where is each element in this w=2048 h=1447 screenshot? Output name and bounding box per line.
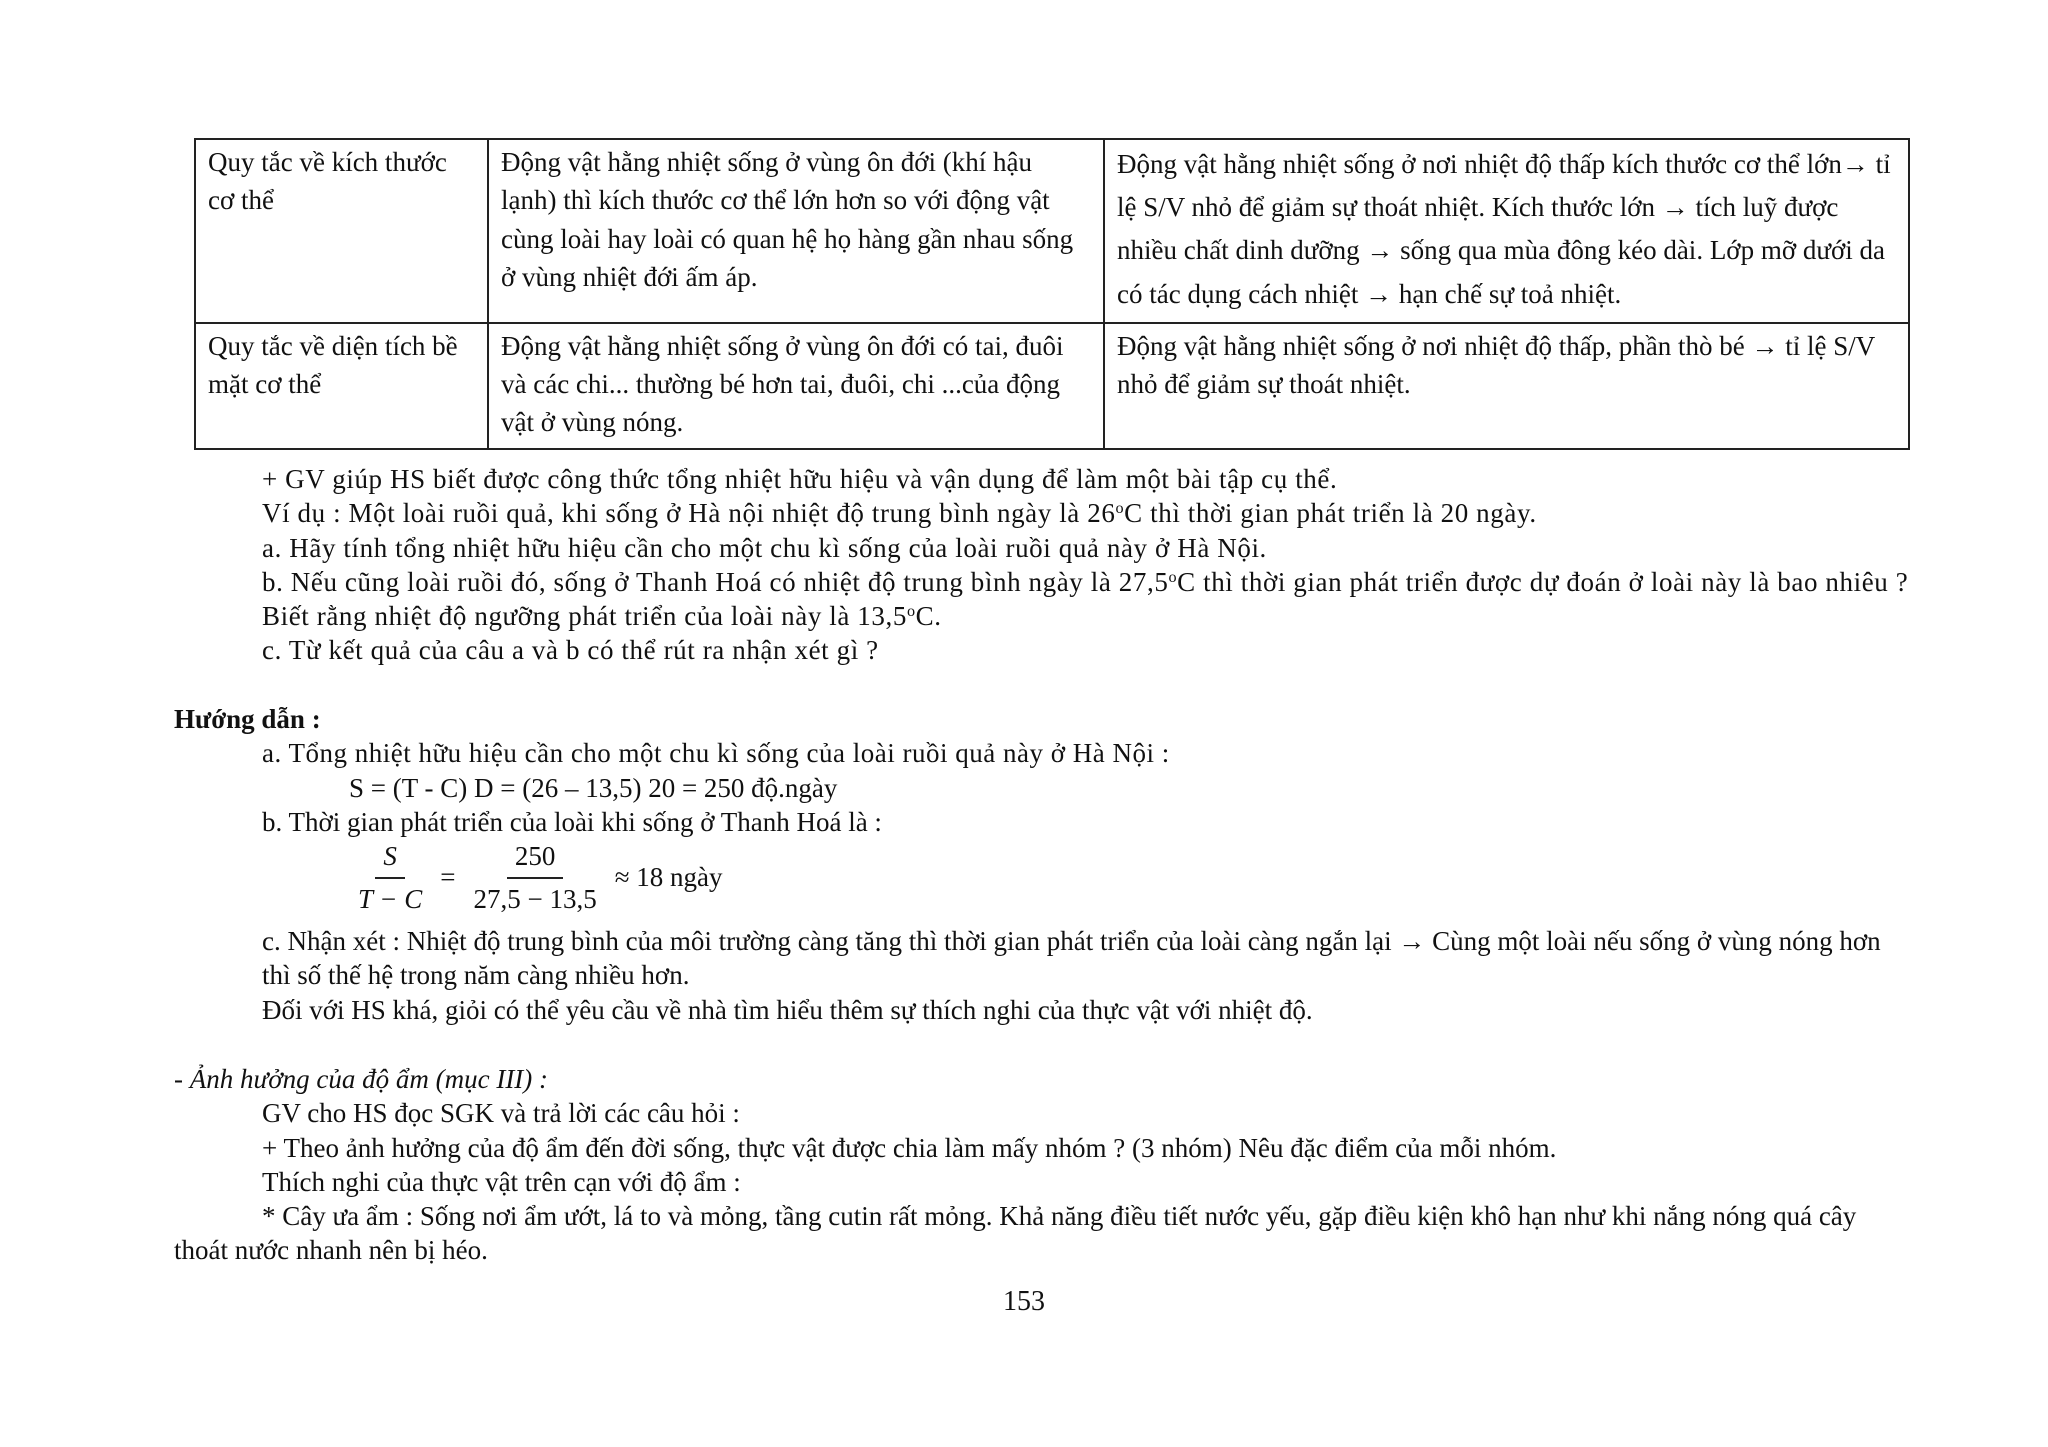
exercise-section (174, 462, 1914, 668)
humidity-section (174, 1062, 1914, 1268)
degree-sup: o (1168, 567, 1178, 586)
fraction-denominator: 27,5 − 13,5 (473, 883, 597, 914)
guide-heading: Hướng dẫn : (174, 704, 321, 734)
guide-answer-a: a. Tổng nhiệt hữu hiệu cần cho một chu kì sống của loài ruồi quả này ở Hà Nội : (262, 738, 1170, 769)
table-row (195, 139, 1909, 323)
table-cell-explanation: Động vật hằng nhiệt sống ở nơi nhiệt độ thấp kích thước cơ thể lớn→ tỉ lệ S/V nhỏ để giảm sự thoát nhiệt. Kích thước lớn → tích luỹ được nhiều chất dinh dưỡng → sống qua mùa đông kéo dài. Lớp mỡ dưới da có tác dụng cách nhiệt → hạn chế sự toả nhiệt. (1104, 139, 1909, 323)
table-cell-rule: Quy tắc về diện tích bề mặt cơ thể (195, 323, 488, 449)
humidity-line: * Cây ưa ẩm : Sống nơi ẩm ướt, lá to và mỏng, tầng cutin rất mỏng. Khả năng điều tiết nước yếu, gặp điều kiện khô hạn như khi nắng nóng quá cây thoát nước nhanh nên bị héo. (174, 1201, 1857, 1266)
fraction-s-over-t-c (350, 839, 430, 916)
guide-section (174, 702, 1914, 839)
guide-answer-c: c. Nhận xét : Nhiệt độ trung bình của môi trường càng tăng thì thời gian phát triển của loài càng ngắn lại → Cùng một loài nếu sống ở vùng nóng hơn thì số thế hệ trong năm càng nhiều hơn. (262, 926, 1881, 991)
question-b-text-end: C. (915, 601, 942, 632)
humidity-line: + Theo ảnh hưởng của độ ẩm đến đời sống, thực vật được chia làm mấy nhóm ? (3 nhóm) Nêu đặc điểm của mỗi nhóm. (262, 1132, 1557, 1163)
humidity-heading: - Ảnh hưởng của độ ẩm (mục III) : (174, 1064, 549, 1094)
degree-sup: o (906, 602, 916, 621)
fraction-numerator: S (375, 839, 405, 878)
guide-formula-a: S = (T - C) D = (26 – 13,5) 20 = 250 độ.ngày (349, 772, 838, 803)
guide-conclusion (174, 924, 1914, 1027)
formula-fraction (350, 838, 723, 918)
guide-answer-b: b. Thời gian phát triển của loài khi sống ở Thanh Hoá là : (262, 806, 882, 837)
humidity-line: Thích nghi của thực vật trên cạn với độ ẩm : (262, 1166, 741, 1197)
question-c: c. Từ kết quả của câu a và b có thể rút ra nhận xét gì ? (262, 635, 879, 666)
equals-sign: = (440, 862, 456, 893)
table-cell-explanation: Động vật hằng nhiệt sống ở nơi nhiệt độ thấp, phần thò bé → tỉ lệ S/V nhỏ để giảm sự thoát nhiệt. (1104, 323, 1909, 449)
exercise-example (174, 496, 1914, 530)
question-b-text-mid: C thì thời gian phát triển được dự đoán ở loài này là bao nhiêu ? Biết rằng nhiệt độ ngưỡng phát triển của loài này là 13,5 (262, 566, 1909, 632)
table-cell-rule: Quy tắc về kích thước cơ thể (195, 139, 488, 323)
result-text: ≈ 18 ngày (614, 862, 723, 893)
degree-sup: o (1115, 499, 1125, 518)
question-a: a. Hãy tính tổng nhiệt hữu hiệu cần cho một chu kì sống của loài ruồi quả này ở Hà Nội. (262, 532, 1267, 563)
page-number: 153 (1003, 1286, 1045, 1317)
example-text-end: C thì thời gian phát triển là 20 ngày. (1124, 498, 1537, 529)
fraction-numerator: 250 (507, 839, 564, 878)
fraction-values (466, 839, 605, 916)
fraction-denominator: T − C (358, 883, 423, 914)
guide-extra: Đối với HS khá, giỏi có thể yêu cầu về nhà tìm hiểu thêm sự thích nghi của thực vật với nhiệt độ. (262, 994, 1313, 1025)
example-text: Ví dụ : Một loài ruồi quả, khi sống ở Hà nội nhiệt độ trung bình ngày là 26 (262, 498, 1116, 529)
table-cell-description: Động vật hằng nhiệt sống ở vùng ôn đới có tai, đuôi và các chi... thường bé hơn tai, đuôi, chi ...của động vật ở vùng nóng. (488, 323, 1104, 449)
humidity-line: GV cho HS đọc SGK và trả lời các câu hỏi : (262, 1098, 740, 1129)
exercise-intro: + GV giúp HS biết được công thức tổng nhiệt hữu hiệu và vận dụng để làm một bài tập cụ thể. (262, 464, 1338, 494)
table-row (195, 323, 1909, 449)
question-b-text: b. Nếu cũng loài ruồi đó, sống ở Thanh Hoá có nhiệt độ trung bình ngày là 27,5 (262, 566, 1169, 597)
question-b (174, 565, 1914, 634)
rules-table (194, 138, 1910, 450)
table-cell-description: Động vật hằng nhiệt sống ở vùng ôn đới (khí hậu lạnh) thì kích thước cơ thể lớn hơn so với động vật cùng loài hay loài có quan hệ họ hàng gần nhau sống ở vùng nhiệt đới ấm áp. (488, 139, 1104, 323)
